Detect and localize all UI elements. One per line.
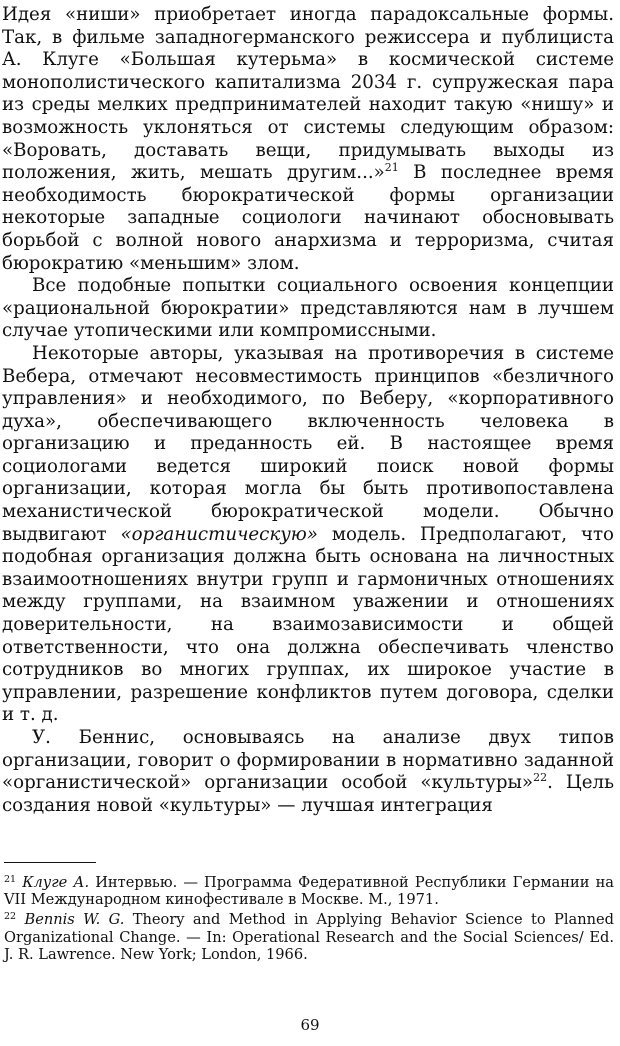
paragraph	[2, 727, 614, 817]
footnotes	[4, 874, 614, 966]
paragraph-text: . Цель создания новой «культуры» — лучшая интеграция	[2, 772, 614, 816]
footnote-number: 21	[4, 874, 17, 885]
footnote	[4, 911, 614, 963]
page-number: 69	[300, 1016, 320, 1034]
paragraph-text: Некоторые авторы, указывая на противоречия в системе Вебера, отмечают несовместимость принципов «безличного управления» и необходимого, по Веберу, «корпоративного духа», обеспечивающего включенность человека в организацию и преданность ей. В настоящее время социологами ведется широкий поиск новой формы организации, которая могла бы быть противопоставлена механистической бюрократической модели. Обычно выдвигают	[2, 342, 614, 545]
footnote-author: Bennis W. G.	[24, 911, 125, 929]
paragraph	[2, 343, 614, 727]
footnote-ref: 22	[533, 771, 548, 785]
paragraph-text: модель. Предполагают, что подобная организация должна быть основана на личностных взаимоотношениях внутри групп и гармоничных отношениях между группами, на взаимном уважении и отношениях доверительности, на взаимозависимости и общей ответственности, что она должна обеспечивать членство сотрудников во многих группах, их широкое участие в управлении, разрешение конфликтов путем договора, сделки и т. д.	[2, 523, 614, 726]
footnote-author: Клуге А.	[22, 874, 90, 891]
paragraph-text: В последнее время необходимость бюрократической формы организации некоторые западные социологи начинают обосновывать борьбой с волной нового анархизма и терроризма, считая бюрократию «меньшим» злом.	[2, 162, 614, 274]
footnote-text: Интервью. — Программа Федеративной Республики Германии на VII Международном кинофестивале в Москве. М., 1971.	[4, 874, 614, 909]
paragraph	[2, 4, 614, 275]
paragraph: Все подобные попытки социального освоения концепции «рациональной бюрократии» представляются нам в лучшем случае утопическими или компромиссными.	[2, 275, 614, 342]
main-text	[2, 4, 614, 817]
paragraph-text: У. Беннис, основываясь на анализе двух типов организации, говорит о формировании в нормативно заданной «органистической» организации особой «культуры»	[2, 727, 614, 794]
footnote-text: Theory and Method in Applying Behavior Science to Planned Organizational Change. — In: Operational Research and the Social Sciences/ Ed. J. R. Lawrence. New York; London, 1966.	[4, 911, 614, 963]
footnote	[4, 874, 614, 908]
footnote-divider	[4, 862, 96, 863]
footnote-ref: 21	[384, 161, 399, 175]
footnote-number: 22	[4, 911, 17, 923]
paragraph-text: Идея «ниши» приобретает иногда парадоксальные формы. Так, в фильме западногерманского режиссера и публициста А. Клуге «Большая кутерьма» в космической системе монополистического капитализма 2034 г. супружеская пара из среды мелких предпринимателей находит такую «нишу» и возможность уклоняться от системы следующим образом: «Воровать, доставать вещи, придумывать выходы из положения, жить, мешать другим...»	[2, 4, 614, 184]
italic-term: «органистическую»	[120, 523, 318, 545]
